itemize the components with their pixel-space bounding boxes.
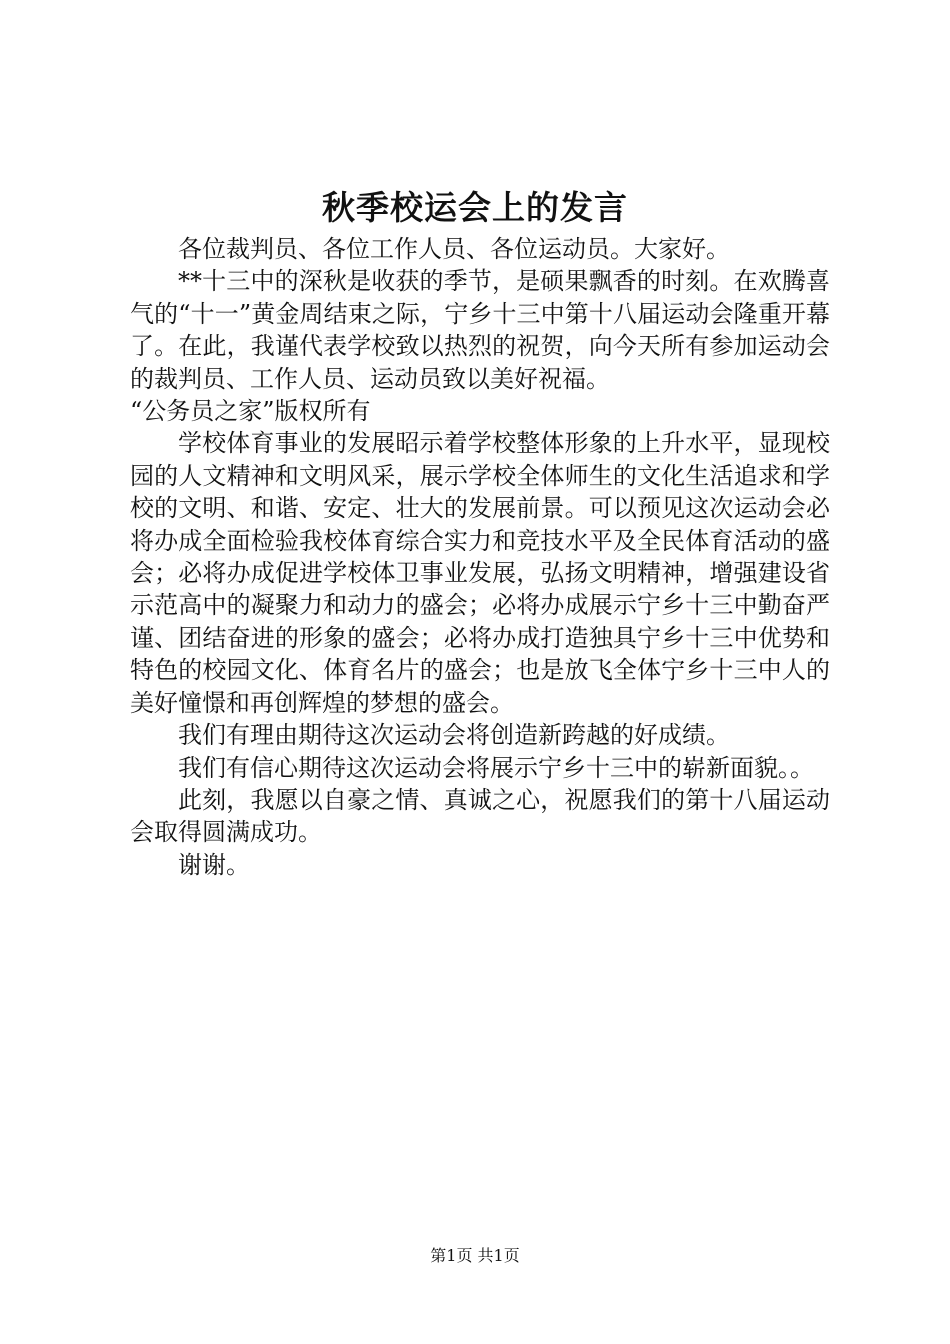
paragraph-expectation-1: 我们有理由期待这次运动会将创造新跨越的好成绩。 — [178, 721, 730, 750]
paragraph-thanks: 谢谢。 — [178, 850, 250, 879]
paragraph-expectation-2: 我们有信心期待这次运动会将展示宁乡十三中的崭新面貌。。 — [178, 753, 814, 782]
paragraph-copyright-note: “公务员之家”版权所有 — [130, 397, 371, 426]
document-title: 秋季校运会上的发言 — [322, 188, 628, 227]
document-body — [130, 233, 830, 881]
paragraph-significance: 学校体育事业的发展昭示着学校整体形象的上升水平，显现校园的人文精神和文明风采，展示学校全体师生的文化生活追求和学校的文明、和谐、安定、壮大的发展前景。可以预见这次运动会必将办成全面检验我校体育综合实力和竞技水平及全民体育活动的盛会；必将办成促进学校体卫事业发展，弘扬文明精神，增强建设省示范高中的凝聚力和动力的盛会；必将办成展示宁乡十三中勤奋严谨、团结奋进的形象的盛会；必将办成打造独具宁乡十三中优势和特色的校园文化、体育名片的盛会；也是放飞全体宁乡十三中人的美好憧憬和再创辉煌的梦想的盛会。 — [130, 429, 830, 717]
paragraph-wishes: 此刻，我愿以自豪之情、真诚之心，祝愿我们的第十八届运动会取得圆满成功。 — [130, 785, 830, 847]
page-number-footer: 第1页 共1页 — [430, 1246, 520, 1265]
paragraph-opening: **十三中的深秋是收获的季节，是硕果飘香的时刻。在欢腾喜气的“十一”黄金周结束之际，宁乡十三中第十八届运动会隆重开幕了。在此，我谨代表学校致以热烈的祝贺，向今天所有参加运动会的裁判员、工作人员、运动员致以美好祝福。 — [130, 267, 830, 393]
paragraph-greeting: 各位裁判员、各位工作人员、各位运动员。大家好。 — [178, 235, 730, 263]
